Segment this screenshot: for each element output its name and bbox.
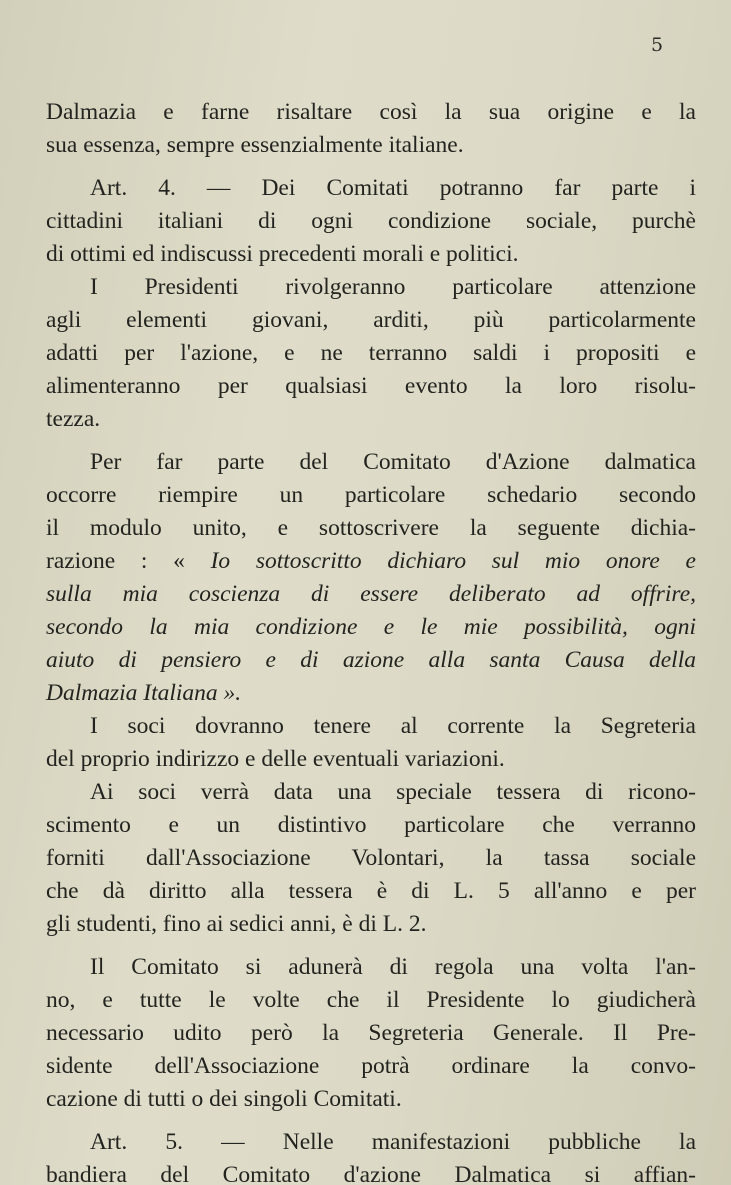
text-line: tezza. (46, 406, 101, 432)
text-line: Art. 4. — Dei Comitati potranno far parte i (90, 175, 696, 201)
text-line: aiuto di pensiero e di azione alla santa Causa della (46, 647, 696, 673)
text-line: razione : « Io sottoscritto dichiaro sul mio onore e (46, 548, 696, 574)
text-line: scimento e un distintivo particolare che verranno (46, 812, 696, 838)
text-line: di ottimi ed indiscussi precedenti morali e politici. (46, 241, 519, 267)
text-line: necessario udito però la Segreteria Generale. Il Pre- (46, 1020, 696, 1046)
text-line: che dà diritto alla tessera è di L. 5 all'anno e per (46, 878, 696, 904)
text-line: Art. 5. — Nelle manifestazioni pubbliche la (90, 1129, 696, 1155)
text-line: Ai soci verrà data una speciale tessera di ricono- (90, 779, 696, 805)
text-line: alimenteranno per qualsiasi evento la loro risolu- (46, 373, 696, 399)
text-line: adatti per l'azione, e ne terranno saldi i propositi e (46, 340, 696, 366)
text-line: Per far parte del Comitato d'Azione dalmatica (90, 449, 696, 475)
text-line: sua essenza, sempre essenzialmente italiane. (46, 132, 464, 158)
text-line: I Presidenti rivolgeranno particolare attenzione (90, 274, 696, 300)
text-line: del proprio indirizzo e delle eventuali variazioni. (46, 746, 505, 772)
text-line: no, e tutte le volte che il Presidente lo giudicherà (46, 987, 696, 1013)
text-line: Il Comitato si adunerà di regola una volta l'an- (90, 954, 696, 980)
paragraph-gap (46, 162, 696, 172)
text-line: sulla mia coscienza di essere deliberato ad offrire, (46, 581, 696, 607)
paragraph-gap (46, 941, 696, 951)
text-line: secondo la mia condizione e le mie possibilità, ogni (46, 614, 696, 640)
text-line: bandiera del Comitato d'azione Dalmatica si affian- (46, 1162, 696, 1185)
text-line: Dalmazia e farne risaltare così la sua origine e la (46, 99, 696, 125)
text-line: gli studenti, fino ai sedici anni, è di L. 2. (46, 911, 427, 937)
text-line: Dalmazia Italiana ». (46, 680, 242, 706)
page-number: 5 (651, 34, 664, 56)
text-line: occorre riempire un particolare schedario secondo (46, 482, 696, 508)
text-line: cittadini italiani di ogni condizione sociale, purchè (46, 208, 696, 234)
paragraph-gap (46, 436, 696, 446)
text-line: cazione di tutti o dei singoli Comitati. (46, 1086, 402, 1112)
text-line: forniti dall'Associazione Volontari, la tassa sociale (46, 845, 696, 871)
text-line: il modulo unito, e sottoscrivere la seguente dichia- (46, 515, 696, 541)
text-line: I soci dovranno tenere al corrente la Segreteria (90, 713, 696, 739)
body-text (46, 96, 696, 1185)
paragraph-gap (46, 1116, 696, 1126)
text-line: sidente dell'Associazione potrà ordinare la convo- (46, 1053, 696, 1079)
text-line: agli elementi giovani, arditi, più particolarmente (46, 307, 696, 333)
